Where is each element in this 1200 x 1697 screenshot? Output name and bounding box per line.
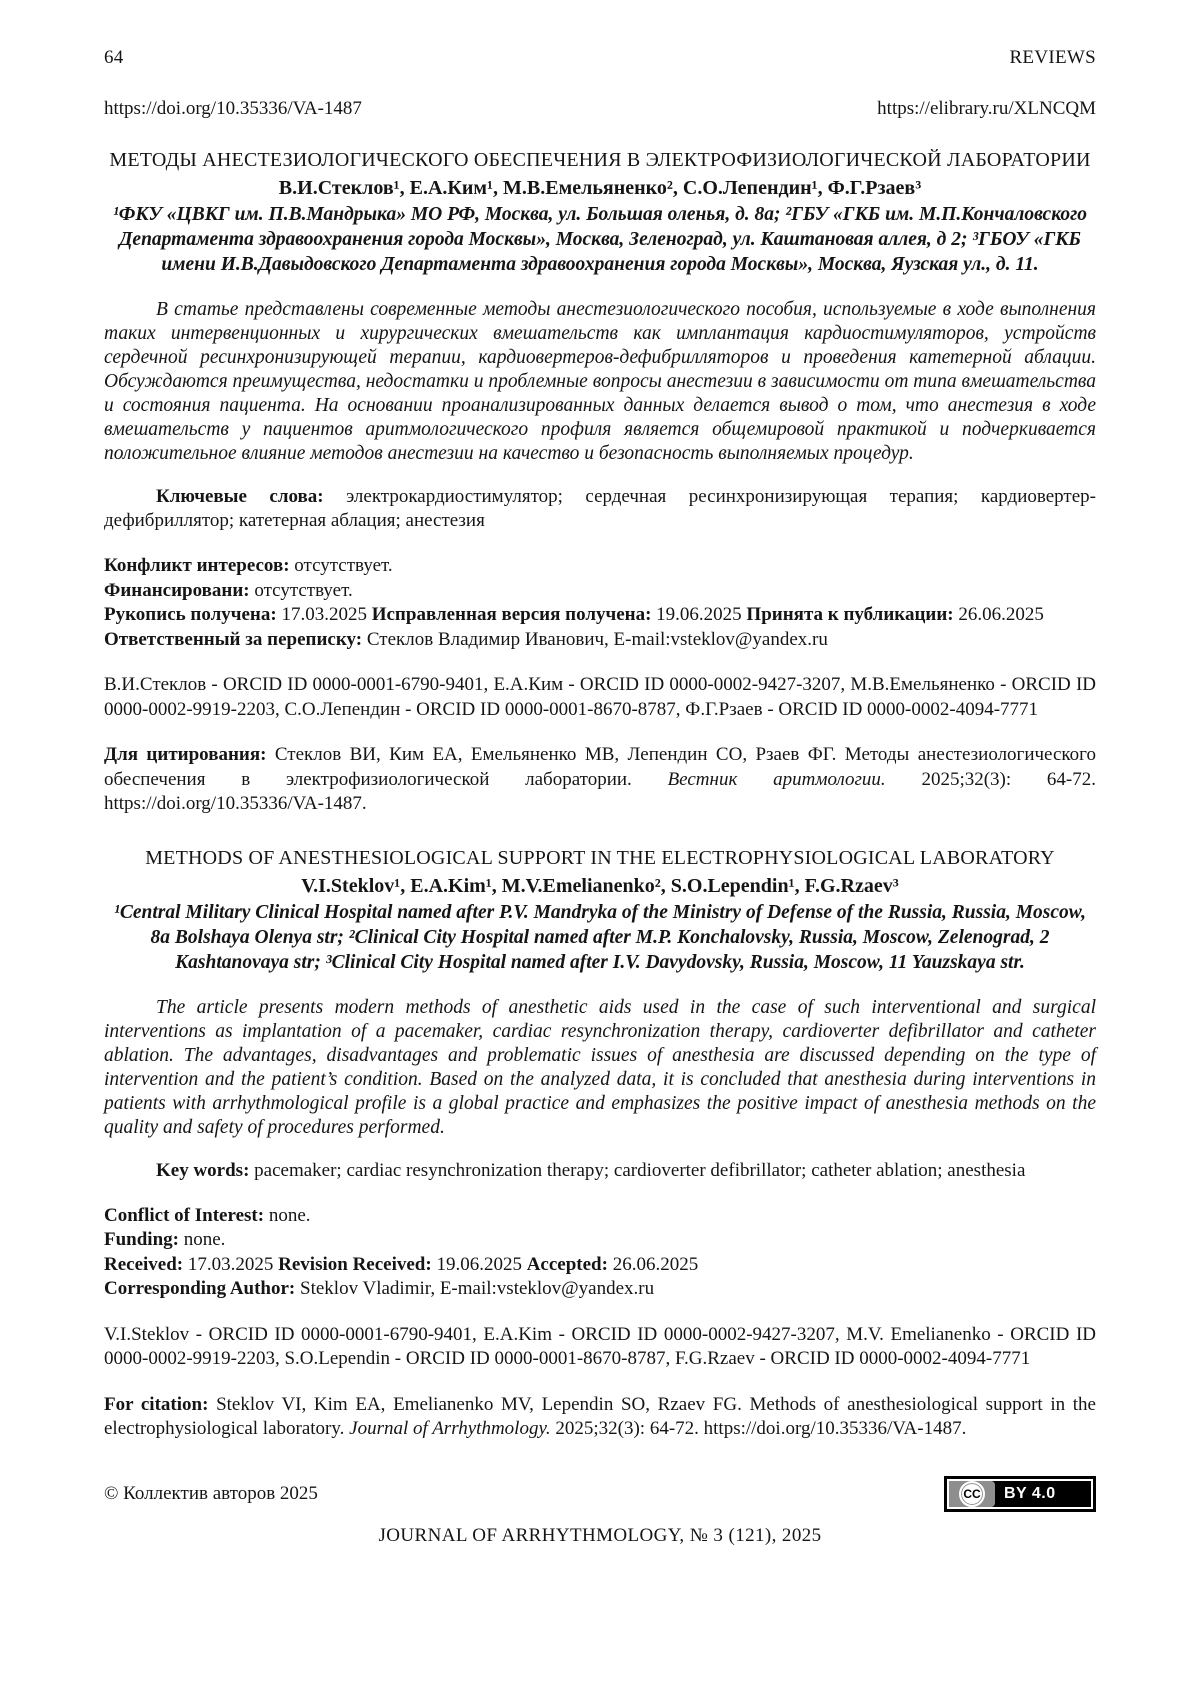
meta-block-ru [104, 554, 1096, 652]
corresponding-label-en: Corresponding Author: [104, 1278, 296, 1299]
keywords-ru [104, 485, 1096, 533]
article-title-en: METHODS OF ANESTHESIOLOGICAL SUPPORT IN THE ELECTROPHYSIOLOGICAL LABORATORY [145, 846, 1055, 869]
accepted-label-ru: Принята к публикации: [746, 604, 954, 625]
citation-tail-en: 2025;32(3): 64-72. https://doi.org/10.35336/VA-1487. [550, 1418, 967, 1439]
orcid-paragraph-ru: В.И.Стеклов - ORCID ID 0000-0001-6790-9401, Е.А.Ким - ORCID ID 0000-0002-9427-3207, М.В.Емельяненко - ORCID ID 0000-0002-9919-2203, С.О.Лепендин - ORCID ID 0000-0001-8670-8787, Ф.Г.Рзаев - ORCID ID 0000-0002-4094-7771 [104, 674, 1096, 720]
conflict-line-en [104, 1204, 1096, 1229]
dates-line-ru [104, 603, 1096, 628]
corresponding-value-en: Steklov Vladimir, E-mail:vsteklov@yandex.ru [300, 1278, 655, 1299]
page-number: 64 [104, 47, 124, 68]
cc-icon: CC [959, 1481, 985, 1507]
copyright-notice: © Коллектив авторов 2025 [104, 1482, 318, 1504]
citation-text-en: Steklov VI, Kim EA, Emelianenko MV, Lependin SO, Rzaev FG. Methods of anesthesiological support in the electrophysiological laboratory. [104, 1393, 1096, 1439]
conflict-value-en: none. [268, 1204, 311, 1226]
keywords-label-en: Key words: [156, 1159, 250, 1181]
revised-value-ru: 19.06.2025 [656, 604, 742, 625]
revised-label-en: Revision Received: [278, 1253, 432, 1275]
keywords-label-ru: Ключевые слова: [156, 486, 324, 507]
conflict-label-en: Conflict of Interest: [104, 1204, 265, 1226]
citation-paragraph-en [104, 1393, 1096, 1442]
funding-value-en: none. [183, 1229, 226, 1250]
copyright-row [104, 1476, 1096, 1512]
funding-line-en [104, 1228, 1096, 1253]
received-value-ru: 17.03.2025 [281, 604, 367, 625]
authors-line-ru: В.И.Стеклов¹, Е.А.Ким¹, М.В.Емельяненко², С.О.Лепендин¹, Ф.Г.Рзаев³ [278, 177, 922, 199]
revised-label-ru: Исправленная версия получена: [371, 604, 652, 625]
keywords-text-ru: электрокардиостимулятор; сердечная ресинхронизирующая терапия; кардиовертер-дефибриллятор; катетерная аблация; анестезия [104, 486, 1096, 531]
cc-by-license-badge[interactable] [944, 1476, 1096, 1512]
accepted-label-en: Accepted: [526, 1253, 608, 1275]
funding-line-ru [104, 579, 1096, 604]
received-label-en: Received: [104, 1253, 184, 1275]
citation-tail-ru: 2025;32(3): 64-72. https://doi.org/10.35336/VA-1487. [104, 768, 1097, 814]
citation-paragraph-ru [104, 743, 1096, 817]
running-head [104, 46, 1096, 70]
cc-badge-left-panel [949, 1481, 995, 1507]
affiliations-en: ¹Central Military Clinical Hospital named after P.V. Mandryka of the Ministry of Defense of the Russia, Russia, Moscow, 8a Bolshaya Olenya str; ²Clinical City Hospital named after M.P. Konchalovsky, Russia, Moscow, Zelenograd, 2 Kashtanovaya str; ³Clinical City Hospital named after I.V. Davydovsky, Russia, Moscow, 11 Yauzskaya str. [114, 901, 1086, 973]
funding-label-en: Funding: [104, 1229, 179, 1250]
funding-label-ru: Финансировани: [104, 579, 250, 601]
authors-line-en: V.I.Steklov¹, E.A.Kim¹, M.V.Emelianenko², S.O.Lependin¹, F.G.Rzaev³ [301, 874, 899, 897]
conflict-value-ru: отсутствует. [294, 555, 393, 576]
dates-line-en [104, 1253, 1096, 1278]
corresponding-label-ru: Ответственный за переписку: [104, 628, 363, 650]
journal-footer: JOURNAL OF ARRHYTHMOLOGY, № 3 (121), 2025 [378, 1524, 822, 1546]
received-label-ru: Рукопись получена: [104, 604, 277, 625]
cc-license-label: BY 4.0 [1004, 1484, 1056, 1502]
accepted-value-en: 26.06.2025 [612, 1253, 699, 1275]
corresponding-line-ru [104, 628, 1096, 653]
corresponding-value-ru: Стеклов Владимир Иванович, E-mail:vsteklov@yandex.ru [366, 628, 828, 650]
revised-value-en: 19.06.2025 [436, 1253, 522, 1275]
citation-text-ru: Стеклов ВИ, Ким ЕА, Емельяненко МВ, Лепендин СО, Рзаев ФГ. Методы анестезиологического обеспечения в электрофизиологической лаборатории. [104, 744, 1096, 790]
keywords-text-en: pacemaker; cardiac resynchronization therapy; cardioverter defibrillator; catheter ablation; anesthesia [254, 1159, 1026, 1181]
citation-label-en: For citation: [104, 1393, 209, 1415]
citation-label-ru: Для цитирования: [104, 744, 267, 765]
doi-link[interactable]: https://doi.org/10.35336/VA-1487 [104, 98, 362, 119]
keywords-en [104, 1159, 1096, 1183]
conflict-line-ru [104, 554, 1096, 579]
section-label: REVIEWS [1009, 47, 1096, 68]
abstract-en: The article presents modern methods of anesthetic aids used in the case of such interventional and surgical interventions as implantation of a pacemaker, cardiac resynchronization therapy, cardioverter defibrillator and catheter ablation. The advantages, disadvantages and problematic issues of anesthesia are discussed depending on the type of intervention and the patient’s condition. Based on the analyzed data, it is concluded that anesthesia during interventions in patients with arrhythmological profile is a global practice and emphasizes the positive impact of anesthesia methods on the quality and safety of procedures performed. [104, 996, 1096, 1138]
funding-value-ru: отсутствует. [254, 579, 353, 601]
article-title-ru: МЕТОДЫ АНЕСТЕЗИОЛОГИЧЕСКОГО ОБЕСПЕЧЕНИЯ В ЭЛЕКТРОФИЗИОЛОГИЧЕСКОЙ ЛАБОРАТОРИИ [109, 149, 1091, 171]
accepted-value-ru: 26.06.2025 [958, 604, 1044, 625]
abstract-ru: В статье представлены современные методы анестезиологического пособия, используемые в ходе выполнения таких интервенционных и хирургических вмешательств как имплантация кардиостимуляторов, устройств сердечной ресинхронизирующей терапии, кардиовертеров-дефибрилляторов и проведения катетерной аблации. Обсуждаются преимущества, недостатки и проблемные вопросы анестезии в зависимости от типа вмешательства и состояния пациента. На основании проанализированных данных делается вывод о том, что анестезия в ходе вмешательств у пациентов аритмологического профиля является общемировой практикой и подчеркивается положительное влияние методов анестезии на качество и безопасность выполняемых процедур. [104, 299, 1096, 464]
received-value-en: 17.03.2025 [187, 1253, 274, 1275]
citation-journal-en: Journal of Arrhythmology. [349, 1418, 551, 1439]
elibrary-link[interactable]: https://elibrary.ru/XLNCQM [877, 98, 1096, 119]
affiliations-ru: ¹ФКУ «ЦВКГ им. П.В.Мандрыка» МО РФ, Москва, ул. Большая оленья, д. 8а; ²ГБУ «ГКБ им. М.П.Кончаловского Департамента здравоохранения города Москвы», Москва, Зеленоград, ул. Каштановая аллея, д 2; ³ГБОУ «ГКБ имени И.В.Давыдовского Департамента здравоохранения города Москвы», Москва, Яузская ул., д. 11. [112, 204, 1088, 275]
conflict-label-ru: Конфликт интересов: [104, 555, 290, 576]
corresponding-line-en [104, 1277, 1096, 1302]
citation-journal-ru: Вестник аритмологии. [667, 768, 886, 790]
article-links-row [104, 97, 1096, 121]
meta-block-en [104, 1204, 1096, 1302]
cc-badge-inner [947, 1479, 1093, 1509]
orcid-paragraph-en: V.I.Steklov - ORCID ID 0000-0001-6790-9401, E.A.Kim - ORCID ID 0000-0002-9427-3207, M.V. Emelianenko - ORCID ID 0000-0002-9919-2203, S.O.Lependin - ORCID ID 0000-0001-8670-8787, F.G.Rzaev - ORCID ID 0000-0002-4094-7771 [104, 1323, 1096, 1369]
